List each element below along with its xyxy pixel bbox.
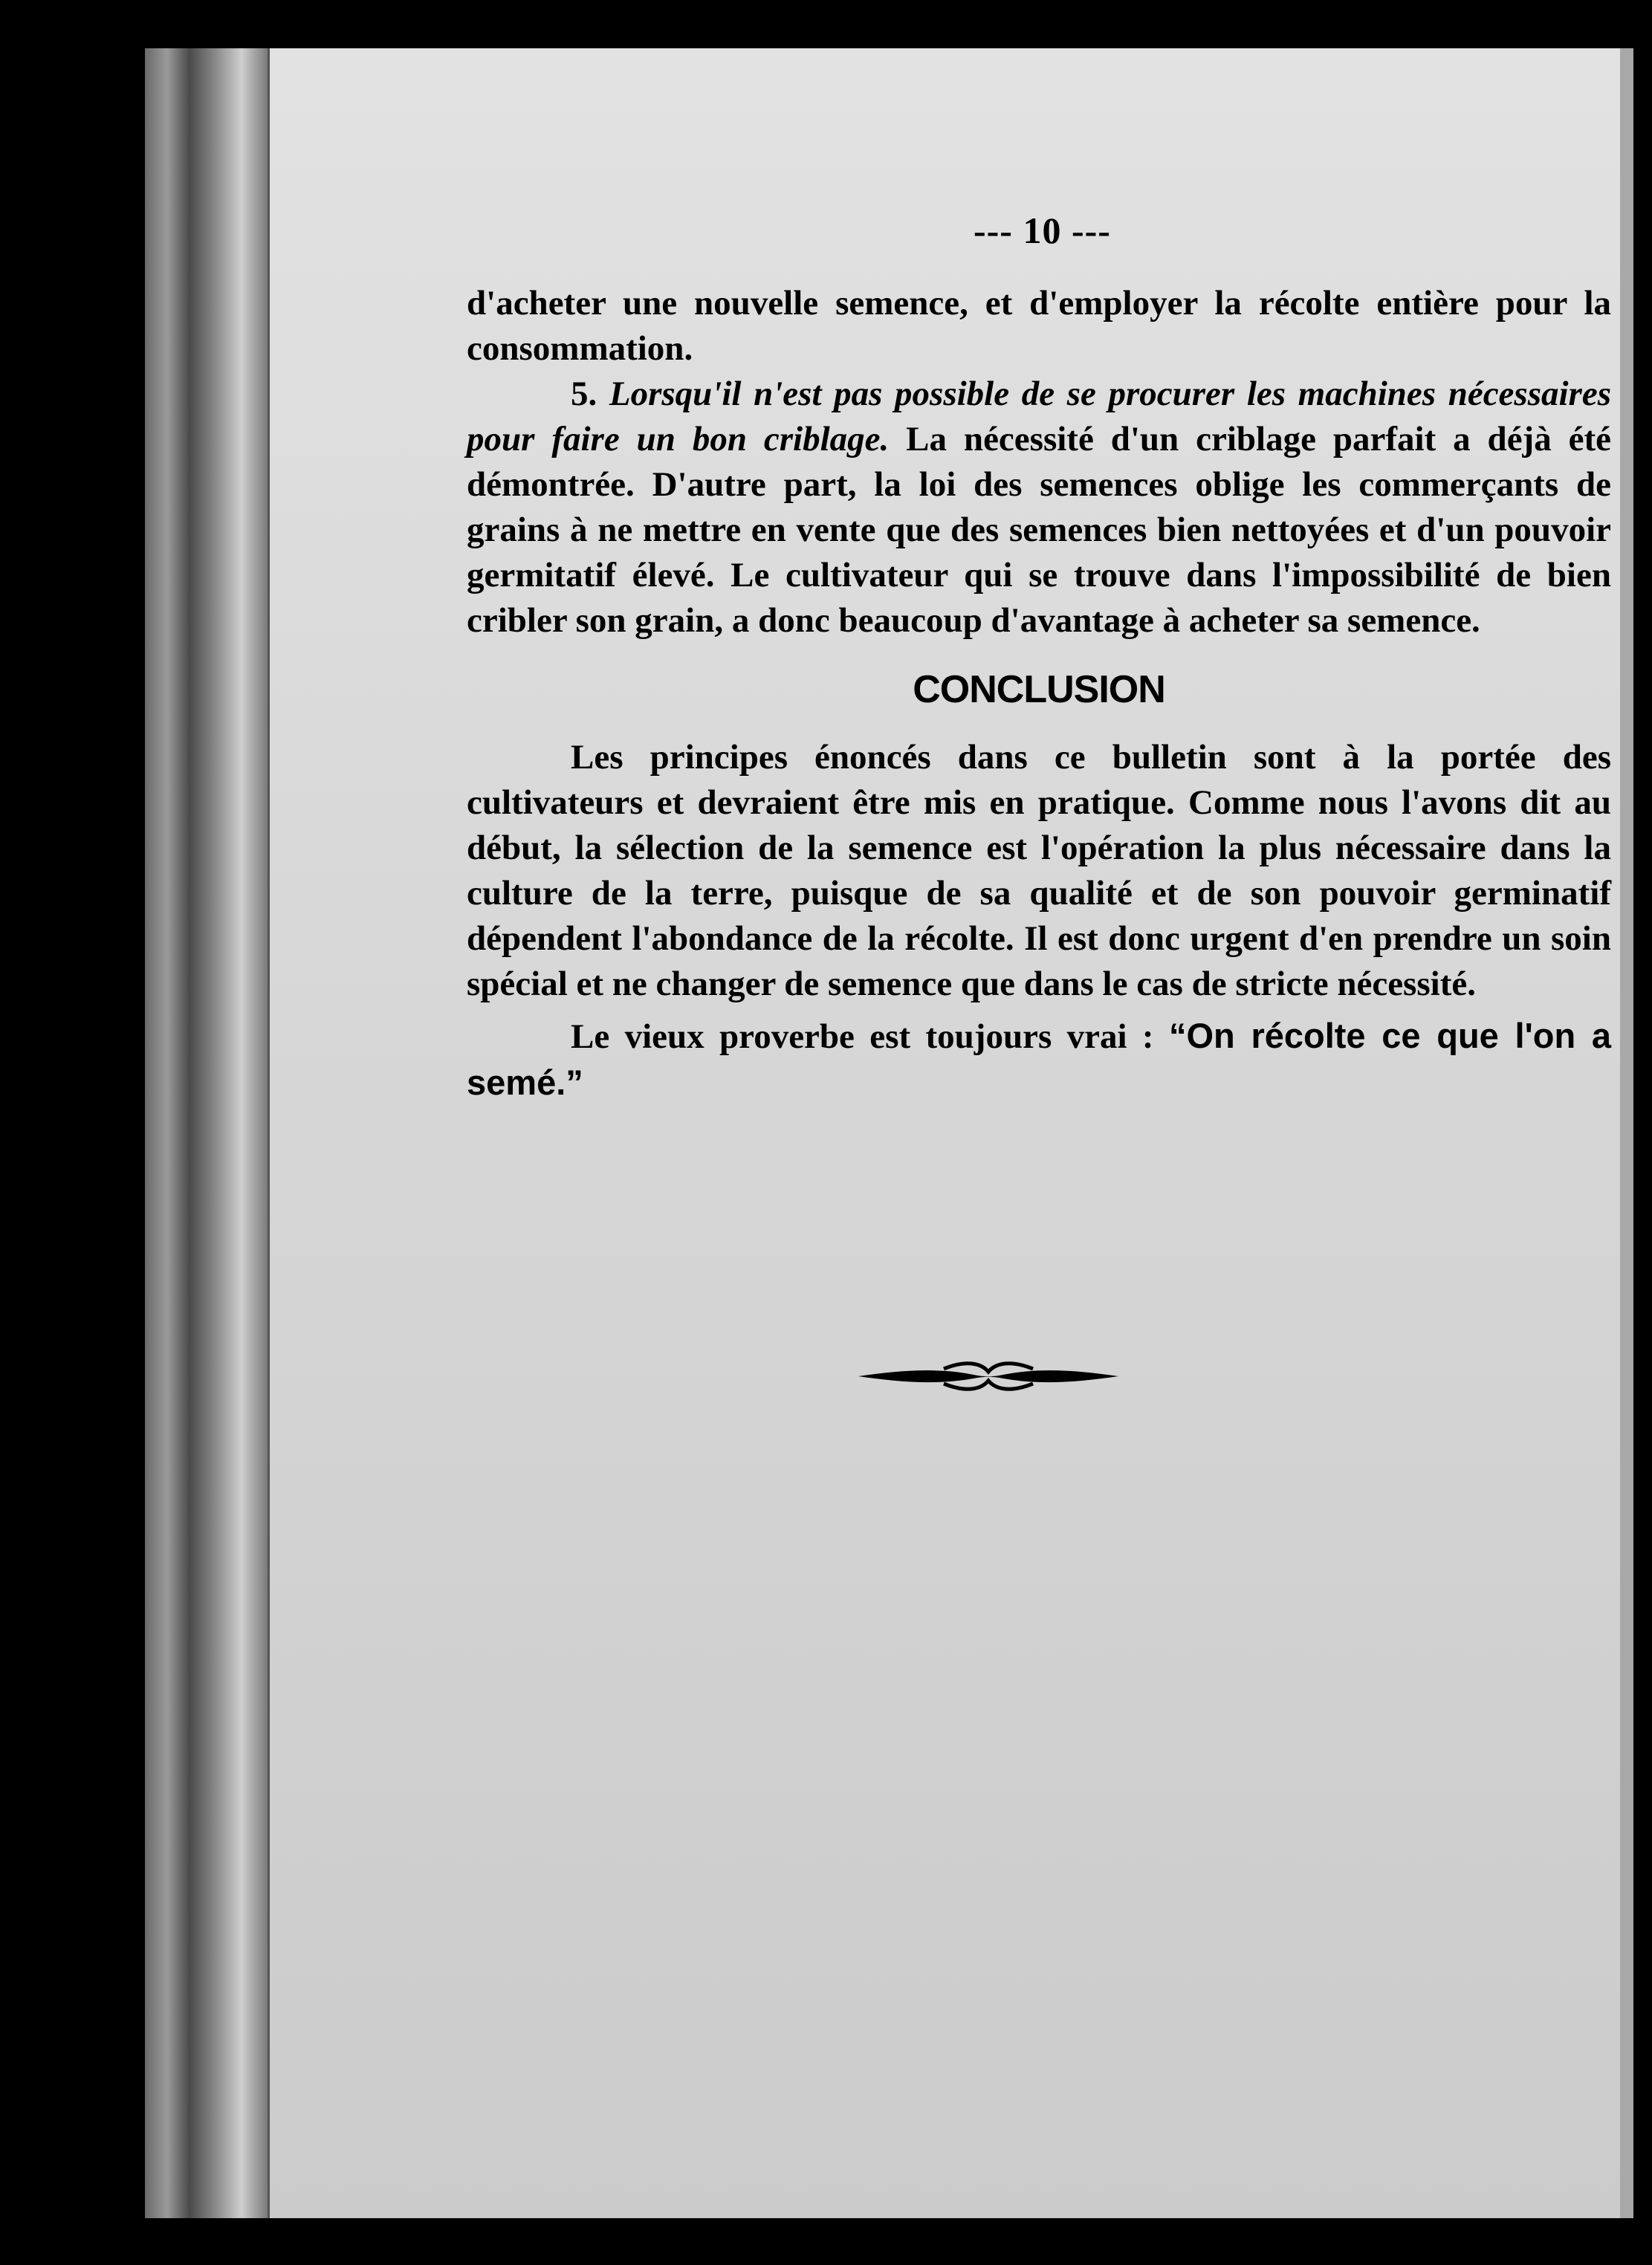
proverb-quote: “On récolte ce que l'on a semé.” bbox=[467, 1016, 1611, 1102]
section-heading: CONCLUSION bbox=[913, 668, 1165, 711]
item-number: 5. bbox=[571, 375, 597, 413]
page-body bbox=[467, 281, 1611, 1106]
paragraph-proverb bbox=[467, 1013, 1611, 1106]
paragraph-item-5 bbox=[467, 372, 1611, 644]
ornament-divider-icon bbox=[855, 1354, 1122, 1399]
proverb-intro: Le vieux proverbe est toujours vrai : bbox=[571, 1017, 1154, 1056]
page-edge bbox=[1620, 48, 1633, 2218]
page-number: --- 10 --- bbox=[974, 210, 1111, 251]
item-body: La nécessité d'un criblage parfait a déjà été démontrée. D'autre part, la loi des semences oblige les commerçants de grains à ne mettre en vente que des semences bien nettoyées et d'un pouvoir germitatif élevé. Le cultivateur qui se trouve dans l'impossibilité de bien cribler son grain, a donc beaucoup d'avantage à acheter sa semence. bbox=[467, 420, 1611, 640]
item-heading: Lorsqu'il n'est pas possible de se procurer les machines nécessaires pour faire un bon criblage. bbox=[467, 375, 1611, 458]
paragraph-conclusion: Les principes énoncés dans ce bulletin sont à la portée des cultivateurs et devraient être mis en pratique. Comme nous l'avons dit au début, la sélection de la semence est l'opération la plus nécessaire dans la culture de la terre, puisque de sa qualité et de son pouvoir germinatif dépendent l'abondance de la récolte. Il est donc urgent d'en prendre un soin spécial et ne changer de semence que dans le cas de stricte nécessité. bbox=[467, 738, 1611, 1003]
paragraph-continuation: d'acheter une nouvelle semence, et d'employer la récolte entière pour la consommation. bbox=[467, 284, 1611, 368]
